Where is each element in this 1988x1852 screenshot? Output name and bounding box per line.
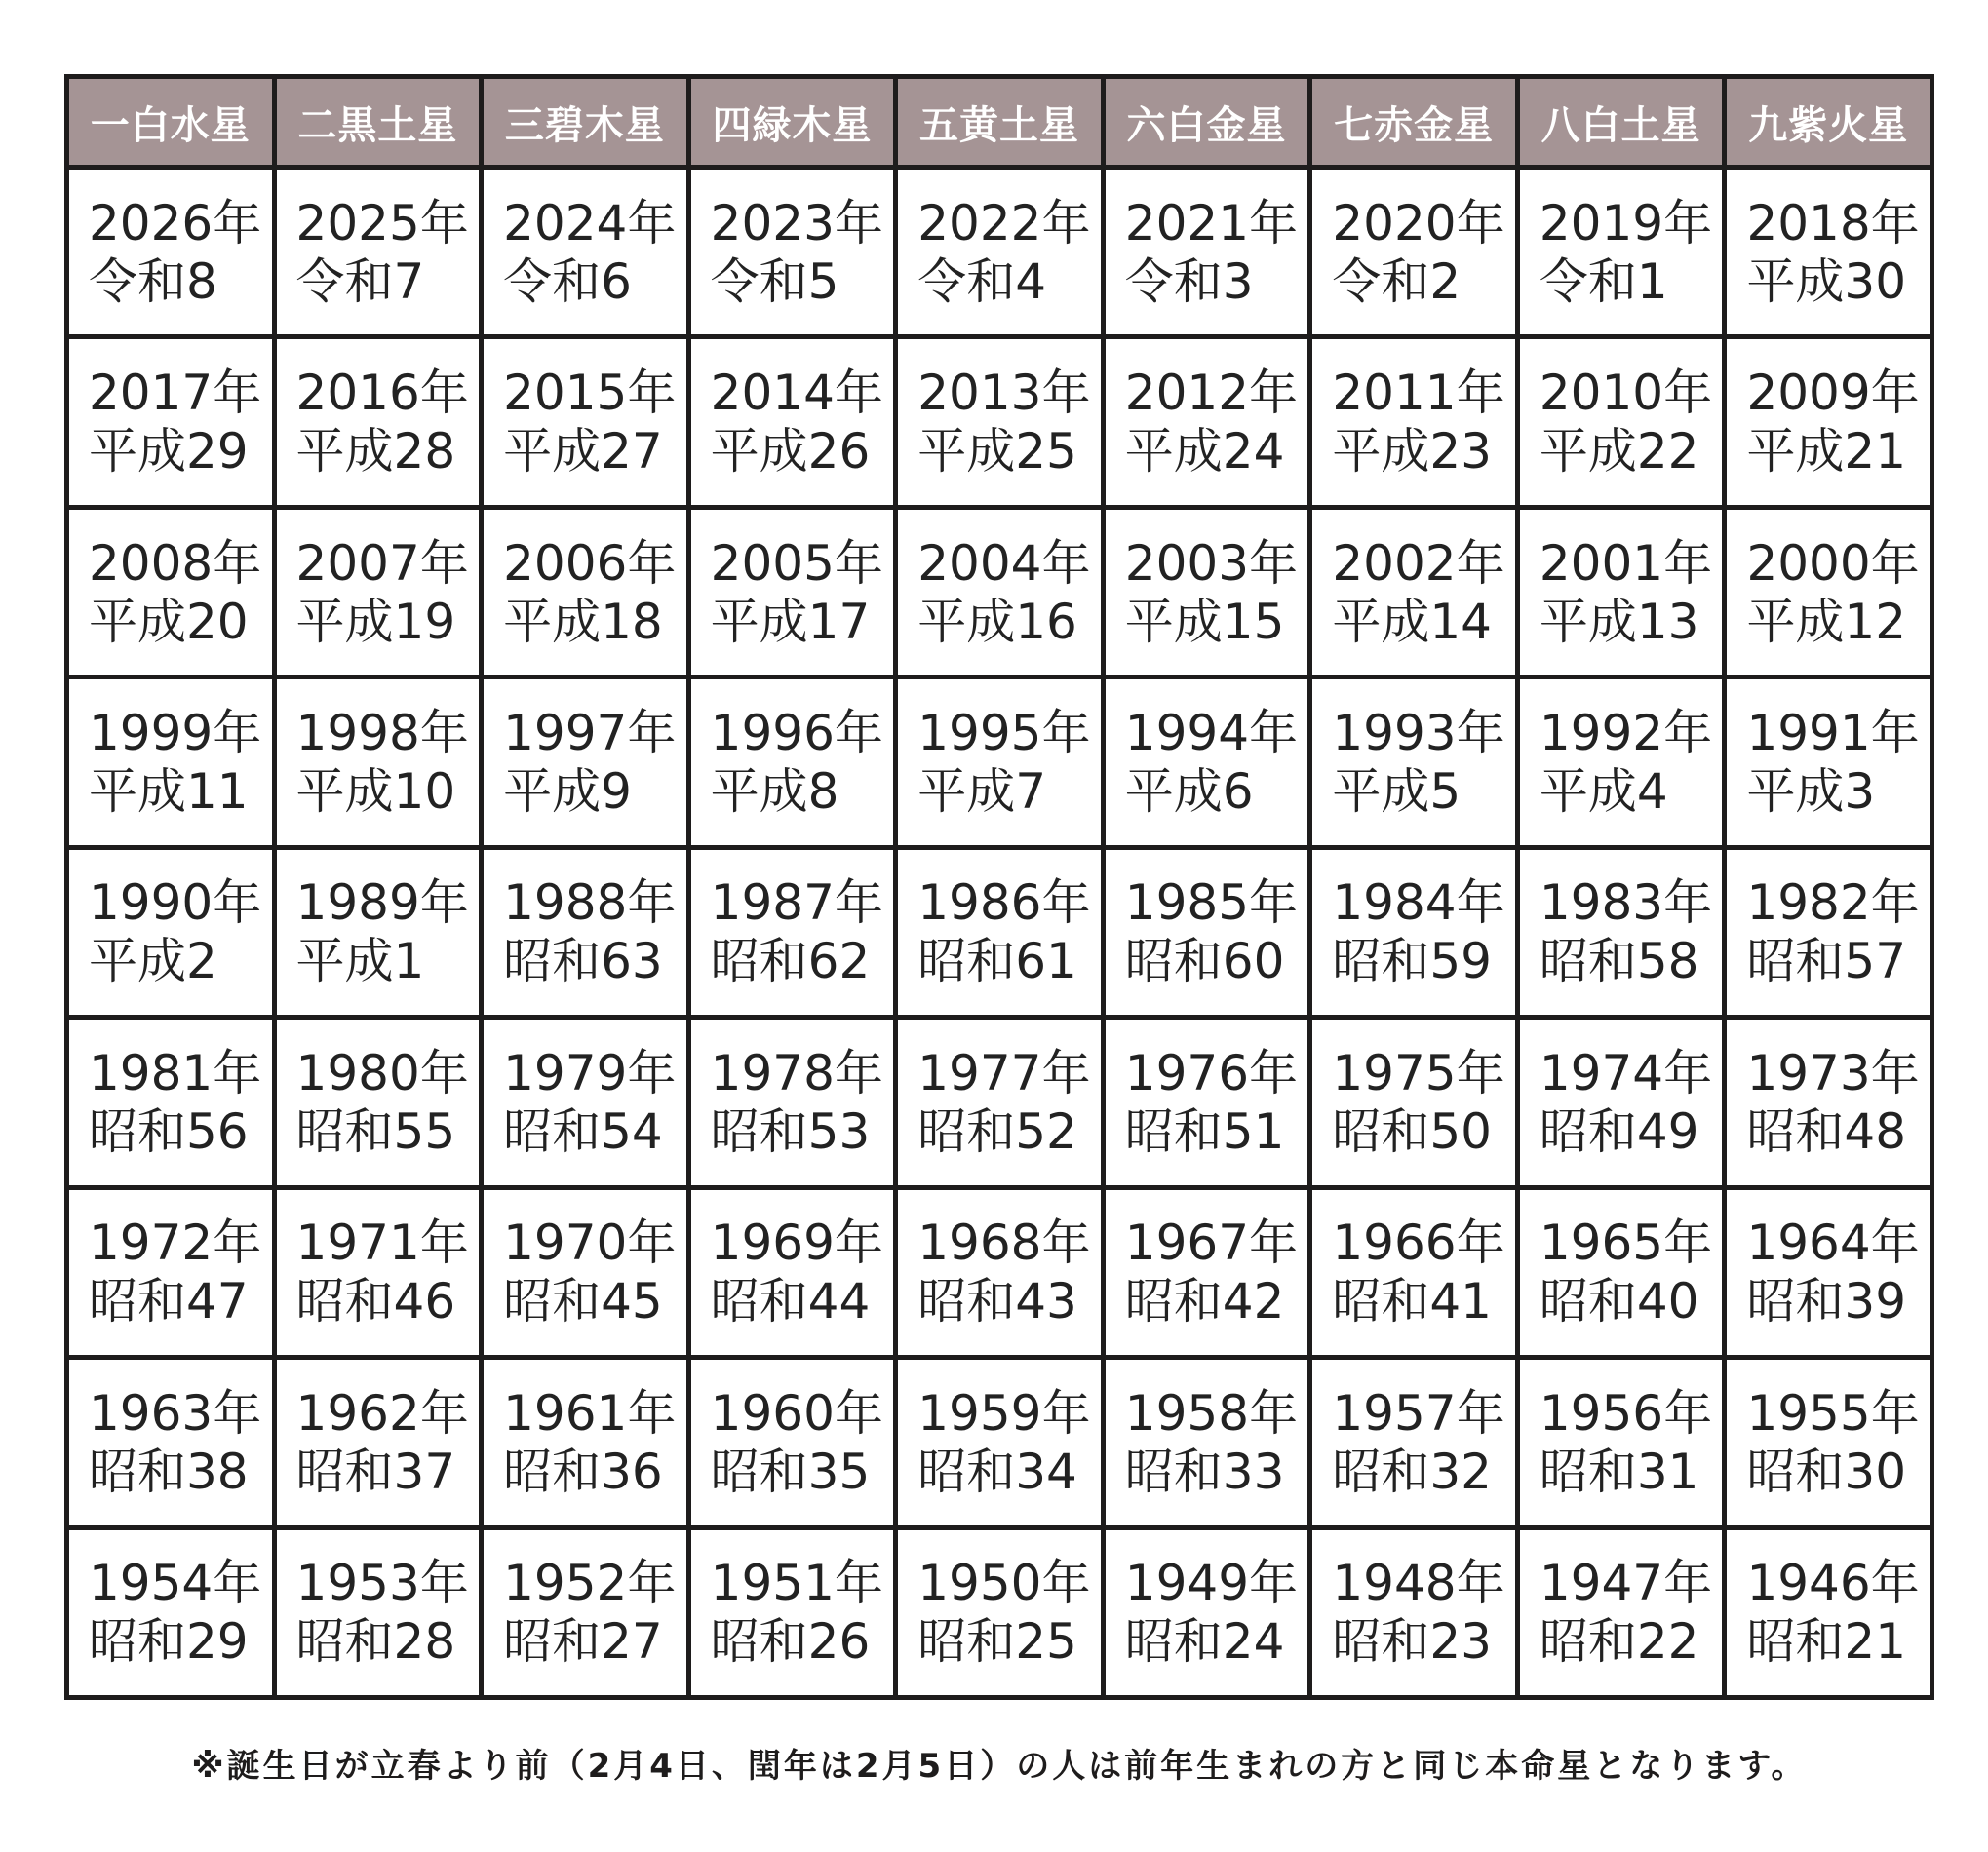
western-year: 1989年 xyxy=(295,874,469,932)
year-cell xyxy=(1312,339,1515,504)
western-year: 2026年 xyxy=(89,194,262,251)
western-year: 1958年 xyxy=(1124,1384,1299,1442)
year-cell xyxy=(69,510,272,675)
western-year: 2025年 xyxy=(295,194,469,251)
year-cell xyxy=(1520,850,1723,1015)
western-year: 1999年 xyxy=(89,705,262,762)
japanese-era-year: 令和3 xyxy=(1124,252,1254,310)
western-year: 1977年 xyxy=(917,1044,1091,1101)
year-cell xyxy=(1520,1360,1723,1524)
japanese-era-year: 令和8 xyxy=(89,252,217,310)
year-cell xyxy=(484,1190,686,1355)
japanese-era-year: 令和1 xyxy=(1539,252,1668,310)
year-cell xyxy=(1727,1020,1930,1184)
western-year: 1957年 xyxy=(1332,1384,1505,1442)
western-year: 2021年 xyxy=(1124,194,1299,251)
japanese-era-year: 昭和50 xyxy=(1332,1102,1492,1160)
western-year: 1990年 xyxy=(89,874,262,932)
western-year: 1960年 xyxy=(710,1384,883,1442)
japanese-era-year: 令和5 xyxy=(710,252,839,310)
western-year: 1964年 xyxy=(1746,1215,1920,1272)
japanese-era-year: 昭和40 xyxy=(1539,1273,1699,1331)
western-year: 1965年 xyxy=(1539,1215,1713,1272)
western-year: 1979年 xyxy=(503,1044,677,1101)
year-cell xyxy=(277,510,480,675)
year-cell xyxy=(1312,1360,1515,1524)
japanese-era-year: 平成28 xyxy=(295,423,456,481)
western-year: 2004年 xyxy=(917,534,1091,592)
japanese-era-year: 平成8 xyxy=(710,763,839,821)
japanese-era-year: 昭和21 xyxy=(1746,1613,1907,1671)
japanese-era-year: 昭和56 xyxy=(89,1102,249,1160)
western-year: 2014年 xyxy=(710,365,883,422)
year-cell xyxy=(1106,1360,1308,1524)
western-year: 2012年 xyxy=(1124,365,1299,422)
western-year: 1973年 xyxy=(1746,1044,1920,1101)
japanese-era-year: 昭和23 xyxy=(1332,1613,1492,1671)
western-year: 1970年 xyxy=(503,1215,677,1272)
year-cell xyxy=(484,679,686,844)
year-cell xyxy=(484,1020,686,1184)
japanese-era-year: 昭和37 xyxy=(295,1443,456,1500)
year-cell xyxy=(484,1360,686,1524)
column-header: 五黄土星 xyxy=(898,79,1101,165)
japanese-era-year: 令和2 xyxy=(1332,252,1462,310)
western-year: 1968年 xyxy=(917,1215,1091,1272)
year-cell xyxy=(898,1190,1101,1355)
japanese-era-year: 昭和57 xyxy=(1746,933,1907,990)
western-year: 1955年 xyxy=(1746,1384,1920,1442)
western-year: 2023年 xyxy=(710,194,883,251)
year-cell xyxy=(484,1530,686,1695)
year-cell xyxy=(1520,679,1723,844)
western-year: 2008年 xyxy=(89,534,262,592)
year-cell xyxy=(691,339,894,504)
japanese-era-year: 平成14 xyxy=(1332,593,1492,650)
japanese-era-year: 昭和41 xyxy=(1332,1273,1492,1331)
year-cell xyxy=(69,679,272,844)
western-year: 1949年 xyxy=(1124,1555,1299,1612)
western-year: 1972年 xyxy=(89,1215,262,1272)
japanese-era-year: 平成2 xyxy=(89,933,217,990)
japanese-era-year: 平成13 xyxy=(1539,593,1699,650)
japanese-era-year: 昭和34 xyxy=(917,1443,1077,1500)
japanese-era-year: 昭和22 xyxy=(1539,1613,1699,1671)
year-cell xyxy=(277,170,480,334)
year-cell xyxy=(898,1020,1101,1184)
japanese-era-year: 昭和54 xyxy=(503,1102,663,1160)
year-cell xyxy=(1106,1530,1308,1695)
western-year: 1966年 xyxy=(1332,1215,1505,1272)
japanese-era-year: 昭和59 xyxy=(1332,933,1492,990)
western-year: 1994年 xyxy=(1124,705,1299,762)
japanese-era-year: 昭和29 xyxy=(89,1613,249,1671)
year-cell xyxy=(1727,1190,1930,1355)
japanese-era-year: 平成7 xyxy=(917,763,1047,821)
western-year: 1962年 xyxy=(295,1384,469,1442)
japanese-era-year: 平成16 xyxy=(917,593,1077,650)
western-year: 1976年 xyxy=(1124,1044,1299,1101)
western-year: 1956年 xyxy=(1539,1384,1713,1442)
japanese-era-year: 平成3 xyxy=(1746,763,1876,821)
western-year: 1948年 xyxy=(1332,1555,1505,1612)
western-year: 1986年 xyxy=(917,874,1091,932)
year-cell xyxy=(1312,170,1515,334)
western-year: 1974年 xyxy=(1539,1044,1713,1101)
western-year: 1946年 xyxy=(1746,1555,1920,1612)
year-cell xyxy=(1727,679,1930,844)
japanese-era-year: 平成18 xyxy=(503,593,663,650)
year-cell xyxy=(1520,170,1723,334)
western-year: 1959年 xyxy=(917,1384,1091,1442)
year-cell xyxy=(484,850,686,1015)
japanese-era-year: 昭和60 xyxy=(1124,933,1285,990)
year-cell xyxy=(1727,850,1930,1015)
year-cell xyxy=(898,1360,1101,1524)
western-year: 1997年 xyxy=(503,705,677,762)
year-cell xyxy=(1727,339,1930,504)
year-cell xyxy=(1312,850,1515,1015)
year-cell xyxy=(484,170,686,334)
year-cell xyxy=(277,679,480,844)
japanese-era-year: 平成22 xyxy=(1539,423,1699,481)
japanese-era-year: 昭和52 xyxy=(917,1102,1077,1160)
column-header: 六白金星 xyxy=(1106,79,1308,165)
japanese-era-year: 昭和49 xyxy=(1539,1102,1699,1160)
japanese-era-year: 昭和35 xyxy=(710,1443,871,1500)
western-year: 1971年 xyxy=(295,1215,469,1272)
western-year: 2007年 xyxy=(295,534,469,592)
year-cell xyxy=(1727,510,1930,675)
japanese-era-year: 平成30 xyxy=(1746,252,1907,310)
japanese-era-year: 平成12 xyxy=(1746,593,1907,650)
western-year: 1953年 xyxy=(295,1555,469,1612)
western-year: 1982年 xyxy=(1746,874,1920,932)
year-cell xyxy=(691,170,894,334)
japanese-era-year: 昭和26 xyxy=(710,1613,871,1671)
western-year: 1995年 xyxy=(917,705,1091,762)
year-cell xyxy=(1106,679,1308,844)
year-cell xyxy=(277,1190,480,1355)
western-year: 2000年 xyxy=(1746,534,1920,592)
japanese-era-year: 平成29 xyxy=(89,423,249,481)
year-cell xyxy=(1106,170,1308,334)
year-cell xyxy=(484,339,686,504)
western-year: 2018年 xyxy=(1746,194,1920,251)
western-year: 1983年 xyxy=(1539,874,1713,932)
japanese-era-year: 昭和43 xyxy=(917,1273,1077,1331)
western-year: 1993年 xyxy=(1332,705,1505,762)
japanese-era-year: 平成23 xyxy=(1332,423,1492,481)
western-year: 1950年 xyxy=(917,1555,1091,1612)
year-cell xyxy=(1312,510,1515,675)
column-header: 八白土星 xyxy=(1520,79,1723,165)
year-cell xyxy=(898,850,1101,1015)
year-cell xyxy=(1312,1530,1515,1695)
japanese-era-year: 昭和42 xyxy=(1124,1273,1285,1331)
year-cell xyxy=(1312,1190,1515,1355)
japanese-era-year: 平成6 xyxy=(1124,763,1254,821)
year-cell xyxy=(1520,510,1723,675)
japanese-era-year: 平成17 xyxy=(710,593,871,650)
western-year: 2011年 xyxy=(1332,365,1505,422)
japanese-era-year: 昭和24 xyxy=(1124,1613,1285,1671)
year-cell xyxy=(691,679,894,844)
japanese-era-year: 昭和33 xyxy=(1124,1443,1285,1500)
year-cell xyxy=(898,510,1101,675)
western-year: 1996年 xyxy=(710,705,883,762)
japanese-era-year: 平成21 xyxy=(1746,423,1907,481)
japanese-era-year: 平成11 xyxy=(89,763,249,821)
western-year: 1975年 xyxy=(1332,1044,1505,1101)
year-cell xyxy=(1727,1530,1930,1695)
japanese-era-year: 昭和61 xyxy=(917,933,1077,990)
japanese-era-year: 昭和45 xyxy=(503,1273,663,1331)
year-cell xyxy=(1727,1360,1930,1524)
year-cell xyxy=(277,1530,480,1695)
western-year: 1954年 xyxy=(89,1555,262,1612)
western-year: 1978年 xyxy=(710,1044,883,1101)
nine-star-year-table xyxy=(64,74,1934,1700)
year-cell xyxy=(1520,339,1723,504)
western-year: 1992年 xyxy=(1539,705,1713,762)
year-cell xyxy=(1106,510,1308,675)
year-cell xyxy=(277,1360,480,1524)
western-year: 2015年 xyxy=(503,365,677,422)
japanese-era-year: 令和4 xyxy=(917,252,1047,310)
western-year: 1998年 xyxy=(295,705,469,762)
column-header: 七赤金星 xyxy=(1312,79,1515,165)
western-year: 1980年 xyxy=(295,1044,469,1101)
japanese-era-year: 平成4 xyxy=(1539,763,1668,821)
year-cell xyxy=(898,339,1101,504)
western-year: 2010年 xyxy=(1539,365,1713,422)
japanese-era-year: 昭和39 xyxy=(1746,1273,1907,1331)
western-year: 1988年 xyxy=(503,874,677,932)
western-year: 1985年 xyxy=(1124,874,1299,932)
western-year: 2002年 xyxy=(1332,534,1505,592)
japanese-era-year: 昭和28 xyxy=(295,1613,456,1671)
western-year: 1947年 xyxy=(1539,1555,1713,1612)
year-cell xyxy=(1106,1190,1308,1355)
japanese-era-year: 平成24 xyxy=(1124,423,1285,481)
western-year: 1951年 xyxy=(710,1555,883,1612)
year-cell xyxy=(69,1190,272,1355)
japanese-era-year: 昭和63 xyxy=(503,933,663,990)
year-cell xyxy=(69,1360,272,1524)
japanese-era-year: 昭和58 xyxy=(1539,933,1699,990)
japanese-era-year: 平成1 xyxy=(295,933,425,990)
japanese-era-year: 昭和51 xyxy=(1124,1102,1285,1160)
western-year: 2005年 xyxy=(710,534,883,592)
western-year: 2013年 xyxy=(917,365,1091,422)
year-cell xyxy=(898,1530,1101,1695)
year-cell xyxy=(691,510,894,675)
year-cell xyxy=(1520,1020,1723,1184)
year-cell xyxy=(691,1190,894,1355)
japanese-era-year: 平成20 xyxy=(89,593,249,650)
japanese-era-year: 平成10 xyxy=(295,763,456,821)
year-cell xyxy=(1727,170,1930,334)
japanese-era-year: 昭和25 xyxy=(917,1613,1077,1671)
year-cell xyxy=(1106,339,1308,504)
year-cell xyxy=(898,679,1101,844)
western-year: 2017年 xyxy=(89,365,262,422)
western-year: 2006年 xyxy=(503,534,677,592)
year-cell xyxy=(691,850,894,1015)
japanese-era-year: 昭和31 xyxy=(1539,1443,1699,1500)
year-cell xyxy=(277,339,480,504)
japanese-era-year: 昭和36 xyxy=(503,1443,663,1500)
western-year: 1987年 xyxy=(710,874,883,932)
year-cell xyxy=(1312,1020,1515,1184)
western-year: 1981年 xyxy=(89,1044,262,1101)
western-year: 1969年 xyxy=(710,1215,883,1272)
japanese-era-year: 平成25 xyxy=(917,423,1077,481)
year-cell xyxy=(1106,850,1308,1015)
year-cell xyxy=(277,850,480,1015)
western-year: 1952年 xyxy=(503,1555,677,1612)
japanese-era-year: 昭和55 xyxy=(295,1102,456,1160)
column-header: 四緑木星 xyxy=(691,79,894,165)
year-cell xyxy=(691,1530,894,1695)
japanese-era-year: 昭和30 xyxy=(1746,1443,1907,1500)
year-cell xyxy=(69,1530,272,1695)
year-cell xyxy=(277,1020,480,1184)
western-year: 2022年 xyxy=(917,194,1091,251)
year-cell xyxy=(69,170,272,334)
japanese-era-year: 令和7 xyxy=(295,252,425,310)
japanese-era-year: 昭和62 xyxy=(710,933,871,990)
japanese-era-year: 昭和46 xyxy=(295,1273,456,1331)
western-year: 2009年 xyxy=(1746,365,1920,422)
japanese-era-year: 平成15 xyxy=(1124,593,1285,650)
western-year: 1984年 xyxy=(1332,874,1505,932)
japanese-era-year: 昭和44 xyxy=(710,1273,871,1331)
japanese-era-year: 昭和53 xyxy=(710,1102,871,1160)
western-year: 2019年 xyxy=(1539,194,1713,251)
western-year: 2003年 xyxy=(1124,534,1299,592)
japanese-era-year: 平成19 xyxy=(295,593,456,650)
year-cell xyxy=(484,510,686,675)
japanese-era-year: 昭和47 xyxy=(89,1273,249,1331)
western-year: 1961年 xyxy=(503,1384,677,1442)
japanese-era-year: 昭和32 xyxy=(1332,1443,1492,1500)
year-cell xyxy=(69,339,272,504)
japanese-era-year: 平成5 xyxy=(1332,763,1462,821)
year-cell xyxy=(691,1360,894,1524)
japanese-era-year: 令和6 xyxy=(503,252,632,310)
year-cell xyxy=(69,850,272,1015)
western-year: 1963年 xyxy=(89,1384,262,1442)
year-cell xyxy=(1520,1190,1723,1355)
western-year: 2024年 xyxy=(503,194,677,251)
column-header: 一白水星 xyxy=(69,79,272,165)
year-cell xyxy=(1312,679,1515,844)
western-year: 1991年 xyxy=(1746,705,1920,762)
year-cell xyxy=(1520,1530,1723,1695)
western-year: 2016年 xyxy=(295,365,469,422)
japanese-era-year: 平成26 xyxy=(710,423,871,481)
column-header: 二黒土星 xyxy=(277,79,480,165)
japanese-era-year: 昭和27 xyxy=(503,1613,663,1671)
year-cell xyxy=(69,1020,272,1184)
japanese-era-year: 昭和48 xyxy=(1746,1102,1907,1160)
year-cell xyxy=(1106,1020,1308,1184)
column-header: 九紫火星 xyxy=(1727,79,1930,165)
western-year: 1967年 xyxy=(1124,1215,1299,1272)
western-year: 2020年 xyxy=(1332,194,1505,251)
year-cell xyxy=(898,170,1101,334)
year-cell xyxy=(691,1020,894,1184)
footnote: ※誕生日が立春より前（2月4日、閏年は2月5日）の人は前年生まれの方と同じ本命星となります。 xyxy=(191,1747,1808,1786)
japanese-era-year: 平成27 xyxy=(503,423,663,481)
japanese-era-year: 平成9 xyxy=(503,763,632,821)
western-year: 2001年 xyxy=(1539,534,1713,592)
column-header: 三碧木星 xyxy=(484,79,686,165)
japanese-era-year: 昭和38 xyxy=(89,1443,249,1500)
